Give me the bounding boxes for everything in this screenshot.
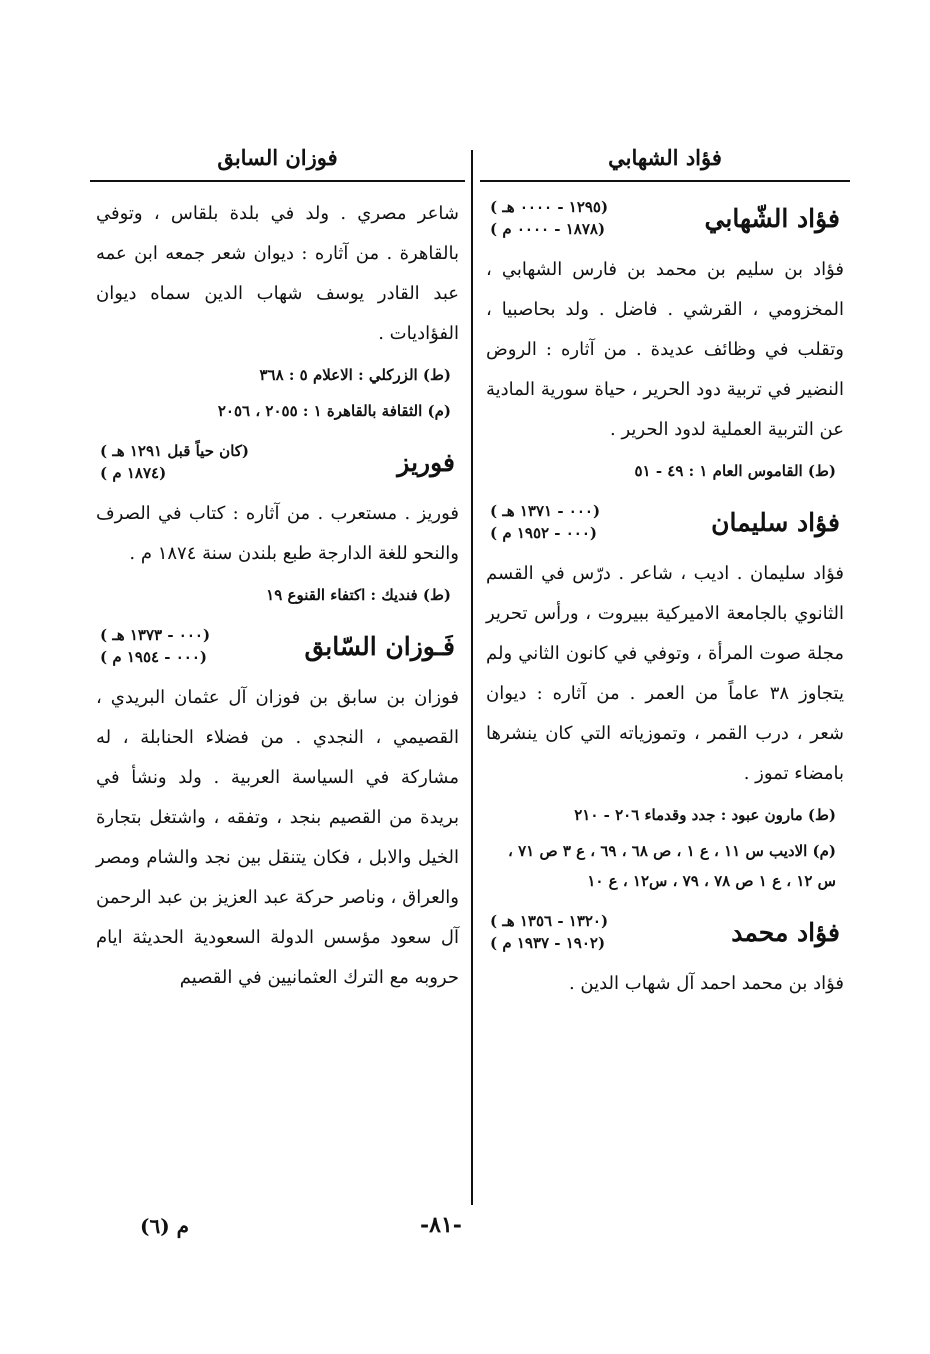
signature-mark: م (٦) bbox=[140, 1214, 190, 1238]
gregorian-dates: ( ١٩٠٢ - ١٩٣٧ م) bbox=[490, 934, 606, 952]
running-head-left: فوزان السابق bbox=[90, 140, 465, 182]
hijri-dates: ( كان حياً قبل ١٢٩١ هـ) bbox=[100, 442, 250, 460]
hijri-dates: ( ٠٠٠ - ١٣٧١ هـ) bbox=[490, 502, 601, 520]
entry-body: شاعر مصري . ولد في بلدة بلقاس ، وتوفي بالقاهرة . من آثاره : ديوان شعر جمعه ابن عمه عبد القادر يوسف شهاب الدين سماه ديوان الفؤاديات . bbox=[96, 203, 459, 344]
entry-heading bbox=[90, 624, 465, 668]
entry-name: فؤاد سليمان bbox=[711, 507, 840, 537]
hijri-dates: ( ١٣٢٠ - ١٣٥٦ هـ) bbox=[490, 912, 609, 930]
running-head-right: فؤاد الشهابي bbox=[480, 140, 850, 182]
entry-body: فوريز . مستعرب . من آثاره : كتاب في الصرف والنحو للغة الدارجة طبع بلندن سنة ١٨٧٤ م . bbox=[96, 503, 459, 564]
entry-heading bbox=[90, 440, 465, 484]
right-column bbox=[480, 140, 850, 1004]
entry-heading bbox=[480, 196, 850, 240]
page-number: -٨١- bbox=[420, 1212, 462, 1238]
hijri-dates: ( ١٢٩٥ - ٠٠٠٠ هـ) bbox=[490, 198, 609, 216]
gregorian-dates: ( ١٨٧٨ - ٠٠٠٠ م) bbox=[490, 220, 606, 238]
column-divider bbox=[471, 150, 473, 1205]
entry-name: فَـوزان السّابق bbox=[304, 631, 455, 661]
entry-name: فؤاد الشّهابي bbox=[704, 203, 840, 233]
gregorian-dates: ( ٠٠٠ - ١٩٥٢ م) bbox=[490, 524, 598, 542]
page-footer bbox=[0, 1212, 930, 1252]
entry-body: فوزان بن سابق بن فوزان آل عثمان البريدي ، القصيمي ، النجدي . من فضلاء الحنابلة ، له مشاركة في السياسة العربية . ولد ونشأ في بريدة من القصيم بنجد ، وتفقه ، واشتغل بتجارة الخيل والابل ، فكان يتنقل بين نجد والشام ومصر والعراق ، وناصر حركة عبد العزيز بن عبد الرحمن آل سعود مؤسس الدولة السعودية الحديثة ايام حروبه مع الترك العثمانيين في القصيم bbox=[96, 687, 459, 988]
entry-reference: (ط) فنديك : اكتفاء القنوع ١٩ bbox=[266, 586, 451, 604]
entry-dates bbox=[100, 440, 249, 484]
entry-heading bbox=[480, 910, 850, 954]
entry-dates bbox=[100, 624, 210, 668]
entry-name: فوريز bbox=[397, 447, 455, 477]
hijri-dates: ( ٠٠٠ - ١٣٧٣ هـ) bbox=[100, 626, 211, 644]
entry-heading bbox=[480, 500, 850, 544]
entry-body: فؤاد بن سليم بن محمد بن فارس الشهابي ، المخزومي ، القرشي . فاضل . ولد بحاصبيا ، وتقلب في وظائف عديدة . من آثاره : الروض النضير في تربية دود الحرير ، حياة سورية المادية عن التربية العملية لدود الحرير . bbox=[486, 259, 844, 440]
entry-dates bbox=[490, 910, 608, 954]
entry-dates bbox=[490, 500, 600, 544]
entry-reference: (ط) مارون عبود : جدد وقدماء ٢٠٦ - ٢١٠ bbox=[574, 806, 836, 824]
gregorian-dates: ( ٠٠٠ - ١٩٥٤ م) bbox=[100, 648, 208, 666]
entry-reference: (م) الثقافة بالقاهرة ١ : ٢٠٥٥ ، ٢٠٥٦ bbox=[217, 402, 451, 420]
entry-reference: (م) الاديب س ١١ ، ع ١ ، ص ٦٨ ، ٦٩ ، ع ٣ ص ٧١ ، س ١٢ ، ع ١ ص ٧٨ ، ٧٩ ، س١٢ ، ع ١٠ bbox=[508, 842, 836, 890]
entry-body: فؤاد بن محمد احمد آل شهاب الدين . bbox=[568, 973, 844, 994]
entry-reference: (ط) الزركلي : الاعلام ٥ : ٣٦٨ bbox=[259, 366, 451, 384]
entry-dates bbox=[490, 196, 608, 240]
entry-reference: (ط) القاموس العام ١ : ٤٩ - ٥١ bbox=[634, 462, 836, 480]
entry-body: فؤاد سليمان . اديب ، شاعر . درّس في القسم الثانوي بالجامعة الاميركية ببيروت ، ورأس تحرير مجلة صوت المرأة ، وتوفي في كانون الثاني ولم يتجاوز ٣٨ عاماً من العمر . من آثاره : ديوان شعر ، درب القمر ، وتموزياته التي كان ينشرها بامضاء تموز . bbox=[486, 563, 844, 784]
entry-name: فؤاد محمد bbox=[731, 917, 840, 947]
left-column bbox=[90, 140, 465, 998]
gregorian-dates: ( ١٨٧٤ م) bbox=[100, 464, 167, 482]
